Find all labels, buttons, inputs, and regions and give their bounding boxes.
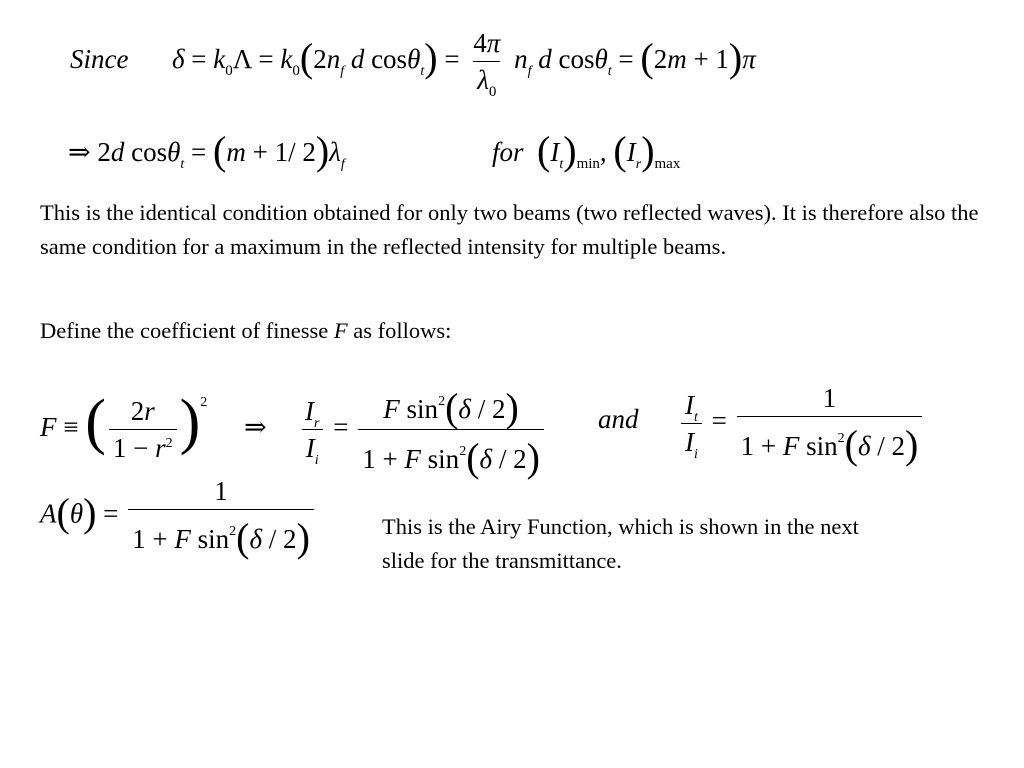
airy-function-note: This is the Airy Function, which is shown in the next slide for the transmittance. bbox=[382, 514, 859, 573]
for-label: for bbox=[492, 137, 524, 167]
paragraph-identical-condition: This is the identical condition obtained for only two beams (two reflected waves). It is therefore also the same condition for a maximum in the reflected intensity for multiple beams. bbox=[40, 200, 979, 259]
equation-phase-difference: Since $\delta = k_0\Lambda = k_0(2n_f$ d cosθ$_t$) = $\frac{4\pi}{\lambda_0}$ $n_f$ d cosθ$_t$ = (2m + 1)π bbox=[70, 28, 756, 100]
equation-finesse: F ≡ ( $\frac{2r}{1 - r^2}$ )$^2$ ⇒ bbox=[40, 388, 267, 463]
equation-condition: ⇒ 2d cosθ$_t$ = (m + 1/ $2)\lambda_f$ bbox=[68, 128, 345, 173]
since-label: Since bbox=[70, 44, 129, 75]
equation-condition-for: for $(I_t)_{min}$, $(I_r)_{max}$ bbox=[492, 128, 681, 173]
equation-airy-function: A(θ) = $\frac{1}{1 + F \sin^2(\delta / 2)}$ bbox=[40, 478, 317, 555]
equation-reflected-ratio: $\frac{I_r}{I_i}$ = $\frac{F \sin^2(\delta / 2)}{1 + F \sin^2(\delta / 2)}$ bbox=[298, 385, 547, 475]
max-label: max bbox=[654, 156, 681, 172]
fraction-4pi-over-lambda0: $\frac{4\pi}{\lambda_0}$ bbox=[473, 28, 501, 100]
and-label: and bbox=[598, 404, 639, 434]
min-label: min bbox=[576, 156, 600, 172]
equation-transmitted-ratio: $\frac{I_t}{I_i}$ = $\frac{1}{1 + F \sin^2(\delta / 2)}$ bbox=[678, 385, 925, 462]
paragraph-define-finesse: Define the coefficient of finesse F as follows: bbox=[40, 318, 452, 343]
